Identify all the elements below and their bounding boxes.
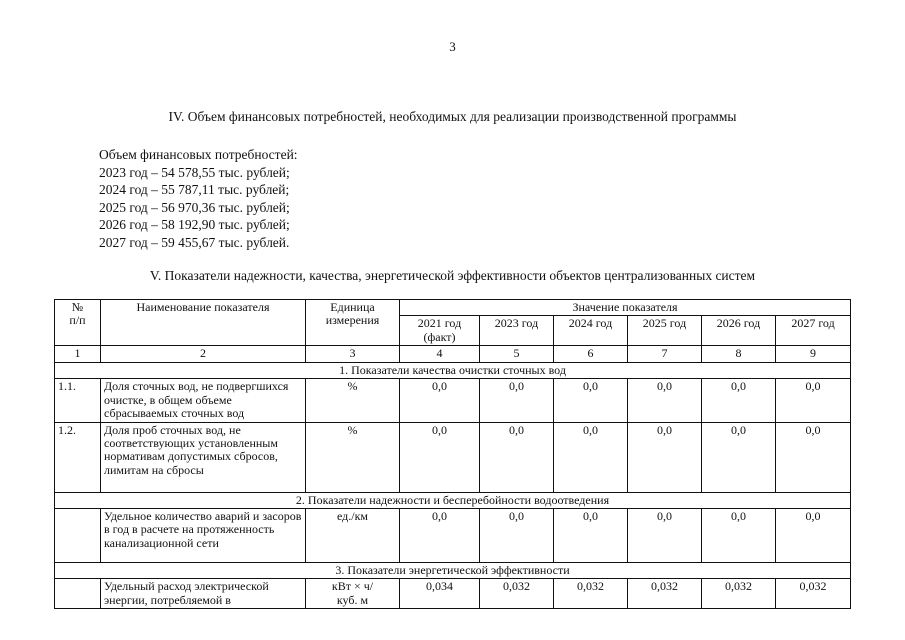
column-number: 1	[55, 346, 101, 362]
row-num: 1.2.	[55, 422, 101, 492]
financial-needs-line: 2024 год – 55 787,11 тыс. рублей;	[99, 182, 290, 198]
row-name: Удельное количество аварий и засоров в год в расчете на протяженность канализационной сети	[101, 508, 306, 562]
row-value: 0,0	[776, 508, 851, 562]
row-value: 0,0	[480, 508, 554, 562]
header-value-group: Значение показателя	[400, 300, 851, 316]
row-name: Доля сточных вод, не подвергшихся очистке, в общем объеме сбрасываемых сточных вод	[101, 379, 306, 422]
column-numbers-row	[55, 346, 851, 362]
row-value: 0,0	[554, 422, 628, 492]
row-value: 0,0	[400, 422, 480, 492]
row-value: 0,0	[480, 379, 554, 422]
row-unit: ед./км	[306, 508, 400, 562]
section-row	[55, 362, 851, 378]
section-row	[55, 492, 851, 508]
row-value: 0,0	[628, 379, 702, 422]
row-value: 0,0	[554, 508, 628, 562]
header-num: № п/п	[55, 300, 101, 346]
row-value: 0,0	[776, 422, 851, 492]
financial-needs-line: 2023 год – 54 578,55 тыс. рублей;	[99, 164, 290, 180]
row-value: 0,032	[554, 579, 628, 609]
row-unit: %	[306, 379, 400, 422]
row-name: Удельный расход электрической энергии, потребляемой в	[101, 579, 306, 609]
column-number: 5	[480, 346, 554, 362]
row-value: 0,0	[628, 508, 702, 562]
row-unit: кВт × ч/ куб. м	[306, 579, 400, 609]
section-title: 1. Показатели качества очистки сточных вод	[55, 362, 851, 378]
table-row	[55, 579, 851, 609]
header-year: 2024 год	[554, 316, 628, 346]
row-value: 0,034	[400, 579, 480, 609]
column-number: 2	[101, 346, 306, 362]
row-num	[55, 508, 101, 562]
header-year: 2025 год	[628, 316, 702, 346]
section-5-heading: V. Показатели надежности, качества, энергетической эффективности объектов централизованных систем	[149, 268, 756, 283]
row-num: 1.1.	[55, 379, 101, 422]
header-year: 2021 год (факт)	[400, 316, 480, 346]
row-value: 0,0	[702, 379, 776, 422]
header-year: 2023 год	[480, 316, 554, 346]
page-number: 3	[449, 39, 456, 54]
column-number: 3	[306, 346, 400, 362]
row-value: 0,0	[702, 422, 776, 492]
row-value: 0,032	[776, 579, 851, 609]
row-value: 0,032	[628, 579, 702, 609]
table-row	[55, 422, 851, 492]
financial-needs-intro: Объем финансовых потребностей:	[99, 147, 298, 162]
row-value: 0,0	[400, 508, 480, 562]
section-4-heading: IV. Объем финансовых потребностей, необходимых для реализации производственной программы	[168, 109, 737, 124]
column-number: 9	[776, 346, 851, 362]
financial-needs-block	[99, 146, 298, 252]
row-value: 0,032	[480, 579, 554, 609]
header-year: 2026 год	[702, 316, 776, 346]
indicators-table	[54, 299, 851, 609]
row-value: 0,0	[554, 379, 628, 422]
header-year: 2027 год	[776, 316, 851, 346]
row-value: 0,0	[776, 379, 851, 422]
row-name: Доля проб сточных вод, не соответствующих установленным нормативам допустимых сбросов, лимитам на сбросы	[101, 422, 306, 492]
header-name: Наименование показателя	[101, 300, 306, 346]
row-value: 0,032	[702, 579, 776, 609]
section-title: 3. Показатели энергетической эффективности	[55, 562, 851, 578]
column-number: 7	[628, 346, 702, 362]
row-num	[55, 579, 101, 609]
row-value: 0,0	[702, 508, 776, 562]
table-row	[55, 379, 851, 422]
row-value: 0,0	[480, 422, 554, 492]
section-row	[55, 562, 851, 578]
financial-needs-line: 2027 год – 59 455,67 тыс. рублей.	[99, 234, 290, 250]
column-number: 8	[702, 346, 776, 362]
row-unit: %	[306, 422, 400, 492]
column-number: 6	[554, 346, 628, 362]
header-unit: Единица измерения	[306, 300, 400, 346]
row-value: 0,0	[400, 379, 480, 422]
section-title: 2. Показатели надежности и бесперебойности водоотведения	[55, 492, 851, 508]
financial-needs-line: 2025 год – 56 970,36 тыс. рублей;	[99, 199, 290, 215]
column-number: 4	[400, 346, 480, 362]
row-value: 0,0	[628, 422, 702, 492]
table-row	[55, 508, 851, 562]
financial-needs-line: 2026 год – 58 192,90 тыс. рублей;	[99, 217, 290, 233]
